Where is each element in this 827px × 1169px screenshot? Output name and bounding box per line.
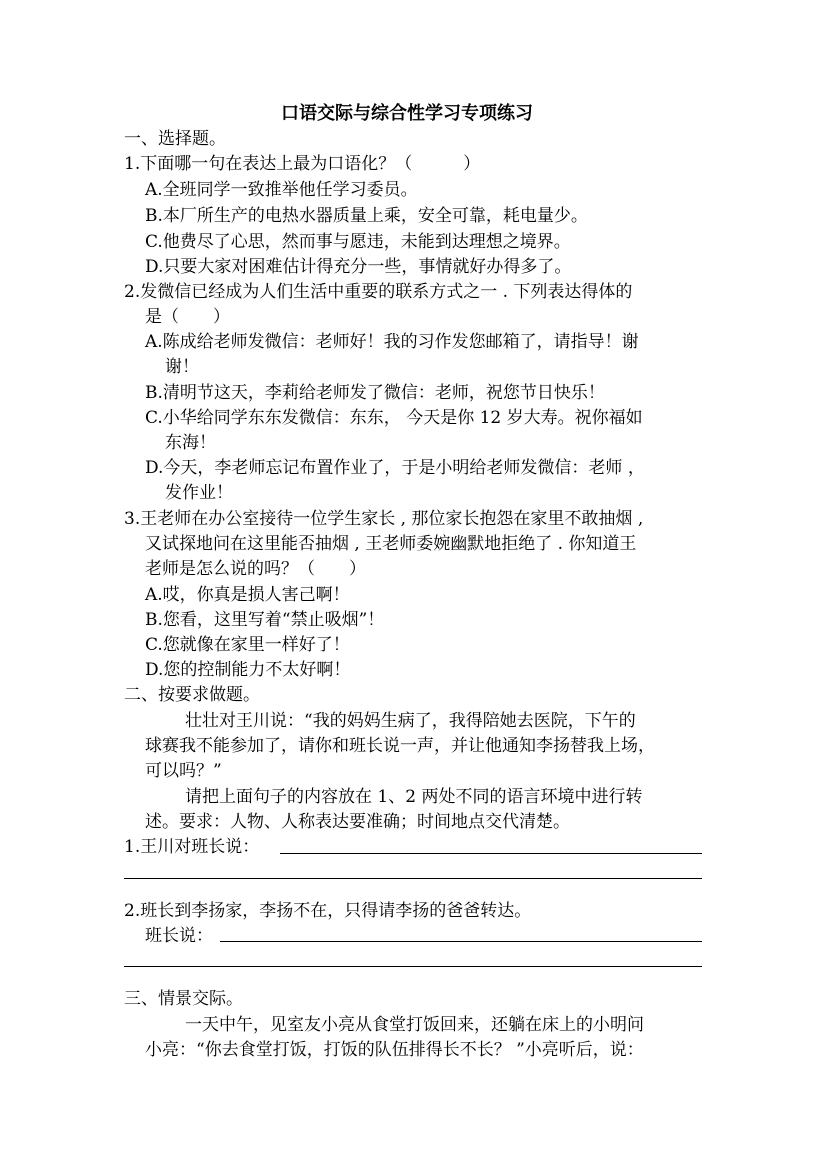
question-stem-cont: 又试探地问在这里能否抽烟 , 王老师委婉幽默地拒绝了 . 你知道王	[145, 534, 637, 554]
paragraph-line: 一天中午，见室友小亮从食堂打饭回来，还躺在床上的小明问	[185, 1015, 644, 1035]
paragraph-line: 请把上面句子的内容放在 1、2 两处不同的语言环境中进行转	[185, 787, 643, 807]
answer-line[interactable]	[220, 941, 702, 942]
option-a: A.陈成给老师发微信：老师好！我的习作发您邮箱了，请指导！谢	[145, 332, 639, 352]
option-d: D.您的控制能力不太好啊！	[145, 660, 351, 680]
question-stem-cont: 老师是怎么说的吗？（ ）	[145, 559, 366, 579]
question-stem: 3.王老师在办公室接待一位学生家长 , 那位家长抱怨在家里不敢抽烟 ,	[124, 509, 644, 529]
option-a-cont: 谢！	[165, 357, 199, 377]
option-a: A.哎，你真是损人害己啊！	[145, 585, 350, 605]
section-heading: 一、选择题。	[124, 129, 226, 149]
question-stem-cont: 是（ ）	[145, 307, 230, 327]
option-b: B.您看，这里写着“禁止吸烟”！	[145, 610, 385, 630]
question-stem: 2.发微信已经成为人们生活中重要的联系方式之一 . 下列表达得体的	[124, 282, 633, 302]
option-d-cont: 发作业！	[165, 483, 233, 503]
paragraph-line: 可以吗？”	[145, 761, 222, 781]
page-title: 口语交际与综合性学习专项练习	[281, 103, 533, 124]
answer-prompt: 1.王川对班长说：	[124, 837, 260, 857]
answer-line[interactable]	[124, 966, 702, 967]
option-c: C.他费尽了心思，然而事与愿违，未能到达理想之境界。	[145, 232, 571, 252]
paragraph-line: 述。要求：人物、人称表达要准确；时间地点交代清楚。	[145, 812, 570, 832]
section-heading: 二、按要求做题。	[124, 685, 260, 705]
option-b: B.清明节这天，李莉给老师发了微信：老师，祝您节日快乐！	[145, 383, 605, 403]
option-c: C.小华给同学东东发微信：东东， 今天是你 12 岁大寿。祝你福如	[145, 408, 643, 428]
answer-prompt: 班长说：	[145, 926, 213, 946]
option-a: A.全班同学一致推举他任学习委员。	[145, 180, 418, 200]
option-d: D.今天，李老师忘记布置作业了，于是小明给老师发微信：老师 ，	[145, 458, 645, 478]
option-d: D.只要大家对困难估计得充分一些，事情就好办得多了。	[145, 257, 572, 277]
option-b: B.本厂所生产的电热水器质量上乘，安全可靠，耗电量少。	[145, 206, 588, 226]
paragraph-line: 壮壮对王川说：“我的妈妈生病了，我得陪她去医院，下午的	[185, 711, 636, 731]
section-heading: 三、情景交际。	[124, 989, 243, 1009]
option-c: C.您就像在家里一样好了！	[145, 635, 350, 655]
paragraph-line: 小亮：“你去食堂打饭，打饭的队伍排得长不长？ ”小亮听后，说：	[145, 1040, 644, 1060]
paragraph-line: 球赛我不能参加了，请你和班长说一声，并让他通知李扬替我上场，	[145, 736, 655, 756]
question-stem: 1.下面哪一句在表达上最为口语化？（ ）	[124, 154, 481, 174]
answer-line[interactable]	[280, 853, 702, 854]
answer-line[interactable]	[124, 878, 702, 879]
option-c-cont: 东海！	[165, 433, 216, 453]
answer-prompt: 2.班长到李扬家，李扬不在，只得请李扬的爸爸转达。	[124, 901, 532, 921]
